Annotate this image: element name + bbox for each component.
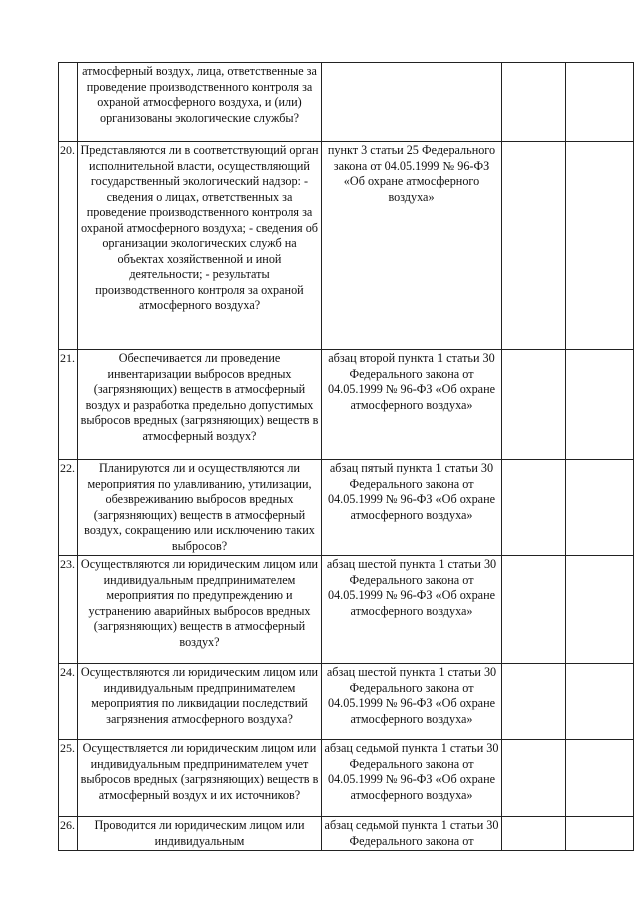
question-text: Проводится ли юридическим лицом или индивидуальным — [78, 817, 322, 851]
empty-cell — [566, 740, 634, 817]
row-number: 20. — [59, 142, 78, 350]
question-text: атмосферный воздух, лица, ответственные за проведение производственного контроля за охраной атмосферного воздуха, и (или) организованы экологические службы? — [78, 63, 322, 142]
table-row — [59, 63, 634, 142]
table-row — [59, 740, 634, 817]
row-number: 21. — [59, 350, 78, 460]
legal-reference: абзац шестой пункта 1 статьи 30 Федерального закона от 04.05.1999 № 96-ФЗ «Об охране атмосферного воздуха» — [322, 664, 502, 740]
question-text: Осуществляется ли юридическим лицом или индивидуальным предпринимателем учет выбросов вредных (загрязняющих) веществ в атмосферный воздух и их источников? — [78, 740, 322, 817]
legal-reference: абзац второй пункта 1 статьи 30 Федерального закона от 04.05.1999 № 96-ФЗ «Об охране атмосферного воздуха» — [322, 350, 502, 460]
legal-reference — [322, 63, 502, 142]
legal-reference: абзац седьмой пункта 1 статьи 30 Федерального закона от 04.05.1999 № 96-ФЗ «Об охране атмосферного воздуха» — [322, 740, 502, 817]
empty-cell — [502, 460, 566, 556]
table-row — [59, 142, 634, 350]
empty-cell — [502, 740, 566, 817]
question-text: Планируются ли и осуществляются ли мероприятия по улавливанию, утилизации, обезвреживанию выбросов вредных (загрязняющих) веществ в атмосферный воздух, сокращению или исключению таких выбросов? — [78, 460, 322, 556]
row-number: 26. — [59, 817, 78, 851]
legal-reference: абзац шестой пункта 1 статьи 30 Федерального закона от 04.05.1999 № 96-ФЗ «Об охране атмосферного воздуха» — [322, 556, 502, 664]
question-text: Обеспечивается ли проведение инвентаризации выбросов вредных (загрязняющих) веществ в атмосферный воздух и разработка предельно допустимых выбросов вредных (загрязняющих) веществ в атмосферный воздух? — [78, 350, 322, 460]
empty-cell — [566, 350, 634, 460]
empty-cell — [566, 460, 634, 556]
table-row — [59, 817, 634, 851]
empty-cell — [502, 63, 566, 142]
empty-cell — [502, 350, 566, 460]
row-number — [59, 63, 78, 142]
row-number: 24. — [59, 664, 78, 740]
legal-reference: абзац седьмой пункта 1 статьи 30 Федерального закона от — [322, 817, 502, 851]
row-number: 22. — [59, 460, 78, 556]
empty-cell — [566, 63, 634, 142]
empty-cell — [566, 556, 634, 664]
checklist-table — [58, 62, 634, 851]
question-text: Представляются ли в соответствующий орган исполнительной власти, осуществляющий государственный экологический надзор: - сведения о лицах, ответственных за проведение производственного контроля за охраной атмосферного воздуха; - сведения об организации экологических служб на объектах хозяйственной и иной деятельности; - результаты производственного контроля за охраной атмосферного воздуха? — [78, 142, 322, 350]
row-number: 23. — [59, 556, 78, 664]
table-row — [59, 350, 634, 460]
legal-reference: абзац пятый пункта 1 статьи 30 Федерального закона от 04.05.1999 № 96-ФЗ «Об охране атмосферного воздуха» — [322, 460, 502, 556]
empty-cell — [502, 556, 566, 664]
empty-cell — [566, 664, 634, 740]
table-row — [59, 664, 634, 740]
row-number: 25. — [59, 740, 78, 817]
table-row — [59, 556, 634, 664]
empty-cell — [502, 817, 566, 851]
legal-reference: пункт 3 статьи 25 Федерального закона от 04.05.1999 № 96-ФЗ «Об охране атмосферного воздуха» — [322, 142, 502, 350]
empty-cell — [502, 142, 566, 350]
empty-cell — [566, 817, 634, 851]
table-row — [59, 460, 634, 556]
question-text: Осуществляются ли юридическим лицом или индивидуальным предпринимателем мероприятия по ликвидации последствий загрязнения атмосферного воздуха? — [78, 664, 322, 740]
empty-cell — [502, 664, 566, 740]
question-text: Осуществляются ли юридическим лицом или индивидуальным предпринимателем мероприятия по предупреждению и устранению аварийных выбросов вредных (загрязняющих) веществ в атмосферный воздух? — [78, 556, 322, 664]
empty-cell — [566, 142, 634, 350]
